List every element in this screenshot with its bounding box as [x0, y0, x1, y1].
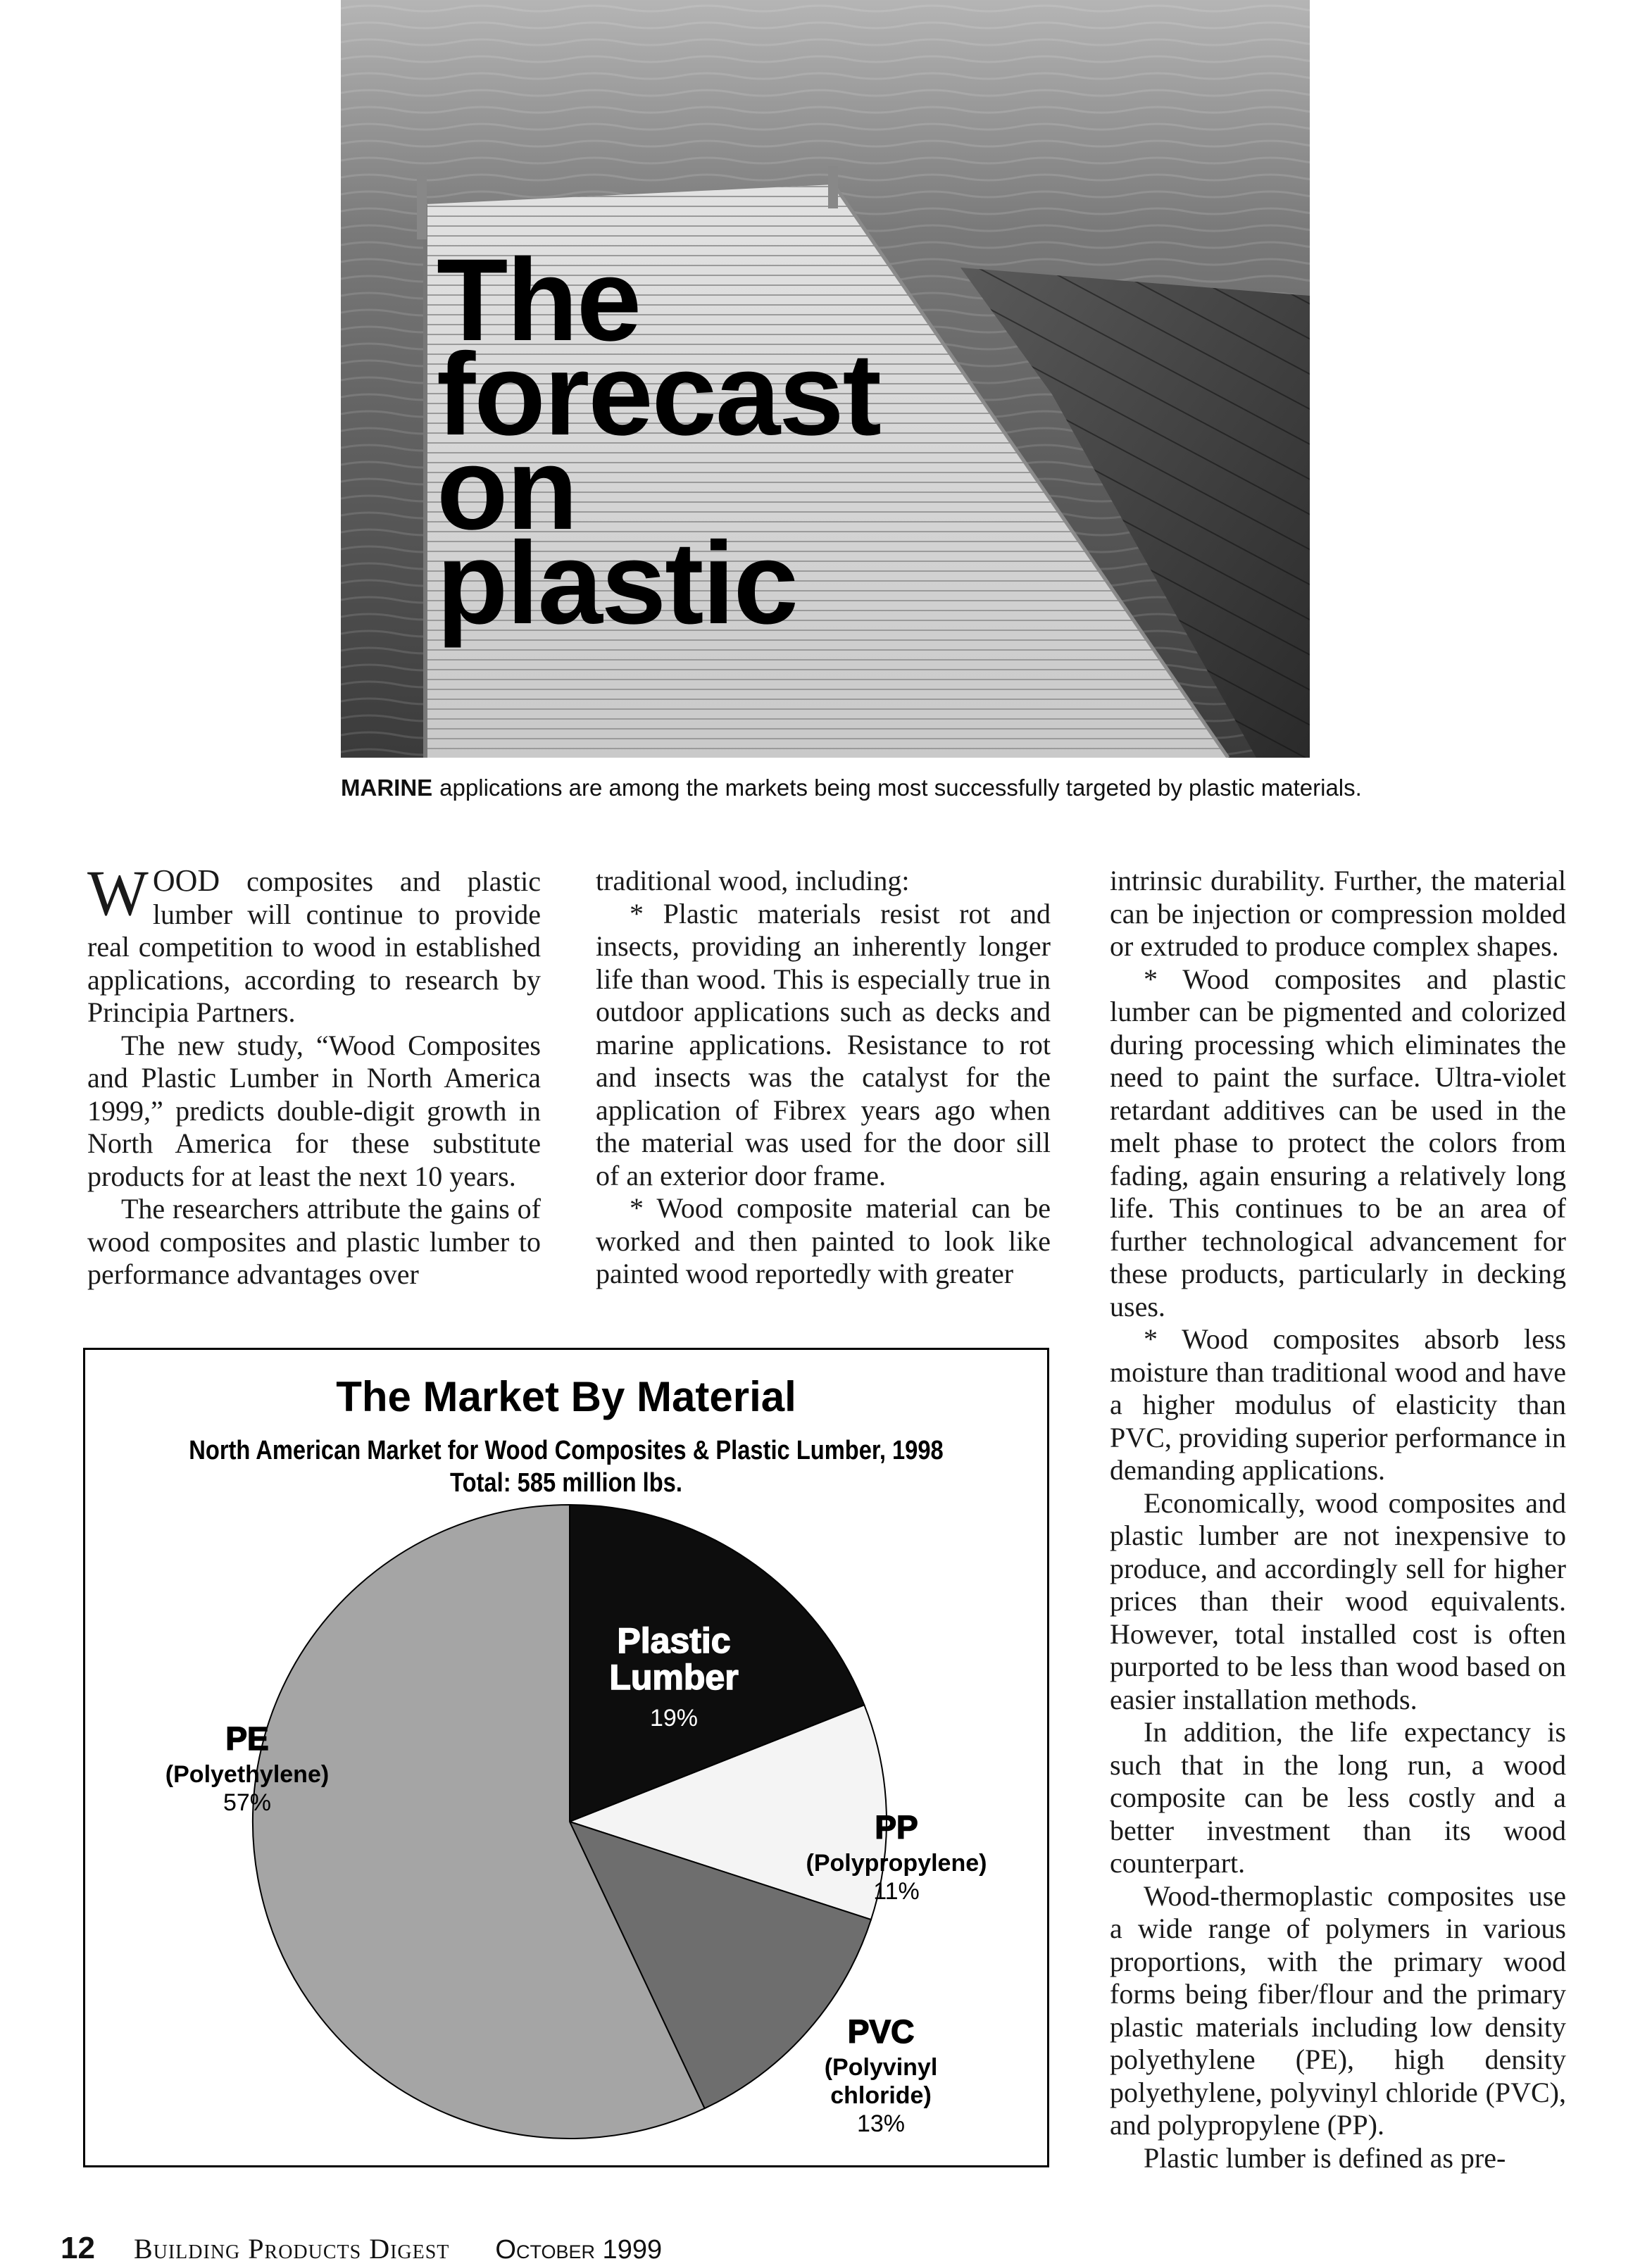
- pie-category-label: PP: [875, 1809, 918, 1846]
- pie-category-label: (Polyethylene): [165, 1761, 330, 1788]
- paragraph: Plastic lumber is defined as pre-: [1144, 2141, 1506, 2174]
- chart-total: Total: 585 million lbs.: [450, 1468, 682, 1498]
- pie-category-label: (Polypropylene): [806, 1850, 987, 1877]
- chart-title: The Market By Material: [336, 1373, 796, 1420]
- lead-caps: OOD: [152, 863, 220, 898]
- headline: [437, 235, 880, 649]
- caption-lead: MARINE: [341, 775, 433, 801]
- article-column-3: [1110, 865, 1566, 2174]
- issue-date: October 1999: [495, 2235, 663, 2265]
- headline-line: plastic: [437, 518, 797, 649]
- paragraph-text: composites and plastic lumber will continue to provide real competition to wood in established applications, according to research by Principia Partners.: [87, 865, 541, 1028]
- pie-value-label: 11%: [873, 1878, 920, 1905]
- pie-category-label: (Polyvinyl: [824, 2054, 938, 2081]
- publication-name: Building Products Digest: [133, 2233, 450, 2265]
- pie-value-label: 19%: [649, 1705, 699, 1732]
- paragraph: [87, 857, 541, 1029]
- paragraph: Economically, wood composites and plastic lumber are not inexpensive to produce, and accordingly sell for higher prices than their wood equivalents. However, total installed cost is often purported to be less than wood based on easier installation methods.: [1110, 1486, 1566, 1715]
- headline-line: The: [437, 235, 641, 365]
- article-column-1: [87, 857, 541, 1291]
- photo-caption: [341, 775, 1362, 801]
- page-number: 12: [61, 2231, 95, 2265]
- paragraph: * Wood composites absorb less moisture than traditional wood and have a higher modulus of elasticity than PVC, providing superior performance in demanding applications.: [1110, 1323, 1566, 1486]
- paragraph: The new study, “Wood Composites and Plastic Lumber in North America 1999,” predicts double-digit growth in North America for these substitute products for at least the next 10 years.: [87, 1029, 541, 1192]
- market-by-material-chart: [83, 1348, 1049, 2167]
- drop-cap: W: [87, 857, 149, 929]
- paragraph: traditional wood, including:: [596, 865, 910, 896]
- headline-line: forecast: [437, 330, 880, 460]
- pie-category-label: PE: [225, 1720, 269, 1757]
- paragraph: * Plastic materials resist rot and insects, providing an inherently longer life than wood. This is especially true in outdoor applications such as decks and marine applications. Resistance to rot and insects was the catalyst for the application of Fibrex years ago when the material was used for the door sill of an exterior door frame.: [596, 897, 1051, 1191]
- pie-value-label: 57%: [223, 1789, 272, 1816]
- pie-category-label: PVC: [847, 2013, 915, 2050]
- paragraph: * Wood composites and plastic lumber can be pigmented and colorized during processing which eliminates the need to paint the surface. Ultra-violet retardant additives can be used in the melt phase to protect the colors from fading, again ensuring a relatively long life. This continues to be an area of further technological advancement for these products, particularly in decking uses.: [1110, 963, 1566, 1322]
- paragraph: * Wood composite material can be worked and then painted to look like painted wood reportedly with greater: [596, 1192, 1051, 1289]
- pie-category-label: Plastic: [617, 1621, 731, 1660]
- pie-chart: [85, 1350, 1047, 2165]
- chart-subtitle: North American Market for Wood Composites & Plastic Lumber, 1998: [189, 1436, 944, 1465]
- pie-value-label: 13%: [856, 2110, 906, 2137]
- paragraph: Wood-thermoplastic composites use a wide range of polymers in various proportions, with the primary wood forms being fiber/flour and the primary plastic materials including low density polyethylene (PE), high density polyethylene, polyvinyl chloride (PVC), and polypropylene (PP).: [1110, 1879, 1566, 2141]
- pie-category-label: chloride): [830, 2082, 932, 2109]
- headline-line: on: [437, 424, 577, 554]
- pie-category-label: Lumber: [609, 1658, 739, 1697]
- paragraph: The researchers attribute the gains of wood composites and plastic lumber to performance advantages over: [87, 1193, 541, 1290]
- article-column-2: [596, 865, 1051, 1291]
- page-footer: [61, 2231, 662, 2266]
- paragraph: In addition, the life expectancy is such that in the long run, a wood composite can be less costly and a better investment than its wood counterpart.: [1110, 1716, 1566, 1879]
- paragraph: intrinsic durability. Further, the material can be injection or compression molded or extruded to produce complex shapes.: [1110, 865, 1566, 962]
- caption-text: applications are among the markets being most successfully targeted by plastic materials.: [439, 775, 1362, 801]
